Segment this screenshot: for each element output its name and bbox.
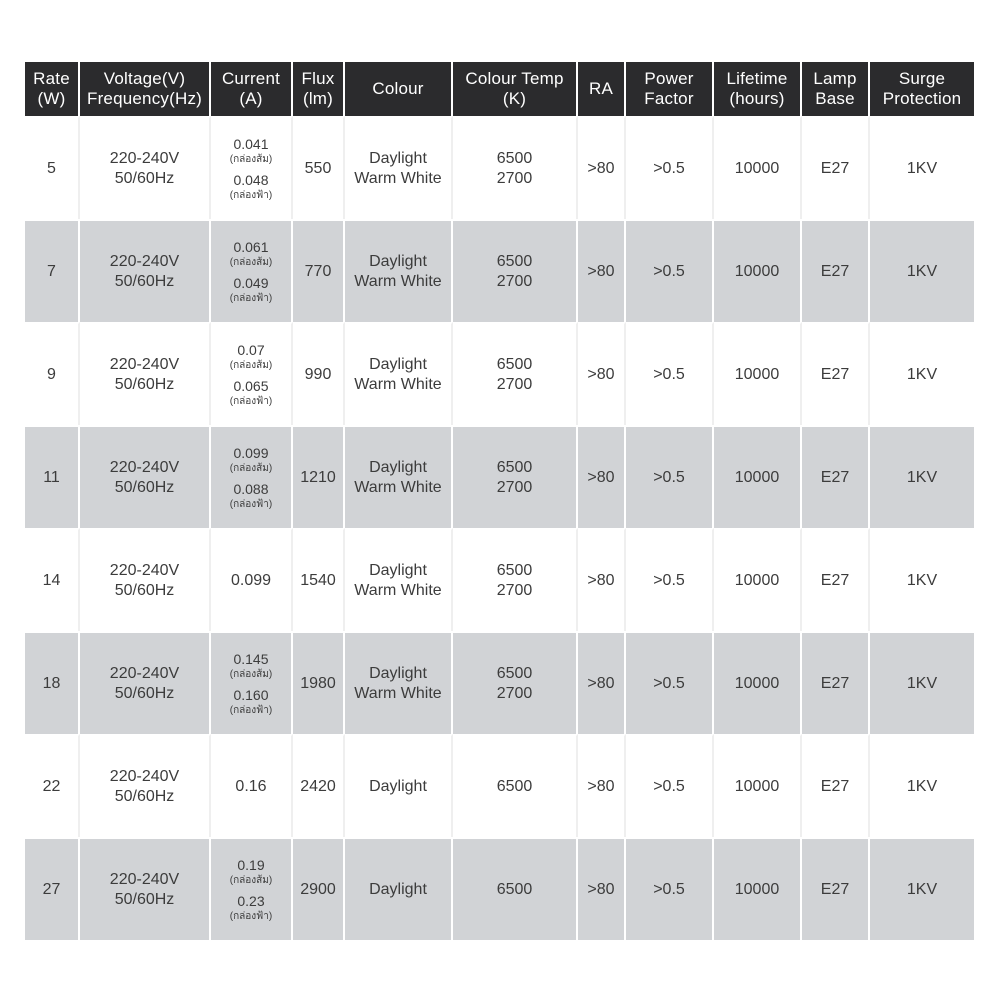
rate-value: 11 — [43, 468, 60, 486]
cell-current — [211, 734, 293, 837]
cell-ra — [578, 528, 626, 631]
surge-value: 1KV — [906, 571, 938, 589]
current-note: (กล่องส้ม) — [229, 462, 273, 474]
voltage-line: 220-240V — [109, 767, 180, 785]
current-value: 0.088 — [233, 480, 269, 497]
cell-surge — [870, 116, 974, 219]
ra-value: >80 — [587, 262, 615, 280]
current-value: 0.041 — [233, 135, 269, 152]
cell-ra — [578, 425, 626, 528]
cell-ra — [578, 219, 626, 322]
cell-colour — [345, 322, 453, 425]
surge-value: 1KV — [906, 674, 938, 692]
current-note: (กล่องฟ้า) — [229, 704, 273, 716]
cell-lifetime — [714, 528, 802, 631]
header-label: Lamp — [813, 69, 857, 88]
temp-line: 6500 — [496, 252, 533, 270]
cell-voltage — [80, 837, 211, 940]
cell-rate — [25, 837, 80, 940]
cell-current — [211, 837, 293, 940]
voltage-line: 220-240V — [109, 870, 180, 888]
temp-line: 6500 — [496, 664, 533, 682]
cell-lamp-base — [802, 528, 870, 631]
power-factor-value: >0.5 — [653, 159, 685, 177]
lamp-base-value: E27 — [820, 468, 850, 486]
current-value: 0.19 — [237, 856, 265, 873]
header-label: Surge — [898, 69, 946, 88]
header-label: Colour — [372, 79, 424, 98]
lamp-base-value: E27 — [820, 674, 850, 692]
cell-colour — [345, 116, 453, 219]
header-power-factor — [626, 62, 714, 116]
colour-line: Daylight — [369, 561, 427, 579]
flux-value: 1540 — [300, 571, 336, 589]
cell-ra — [578, 734, 626, 837]
cell-voltage — [80, 631, 211, 734]
lifetime-value: 10000 — [734, 159, 780, 177]
temp-line: 2700 — [496, 684, 533, 702]
flux-value: 1980 — [300, 674, 336, 692]
cell-colour-temp — [453, 425, 578, 528]
current-value: 0.145 — [233, 650, 269, 667]
colour-line: Warm White — [354, 478, 442, 496]
ra-value: >80 — [587, 468, 615, 486]
flux-value: 2420 — [300, 777, 336, 795]
rate-value: 27 — [42, 880, 61, 898]
cell-flux — [293, 322, 345, 425]
cell-colour — [345, 528, 453, 631]
voltage-line: 50/60Hz — [114, 684, 175, 702]
header-label: (A) — [239, 89, 263, 108]
table-row — [25, 631, 974, 734]
table-row — [25, 837, 974, 940]
cell-rate — [25, 528, 80, 631]
voltage-line: 50/60Hz — [114, 787, 175, 805]
current-note: (กล่องฟ้า) — [229, 910, 273, 922]
table-row — [25, 219, 974, 322]
header-voltage-frequency — [80, 62, 211, 116]
flux-value: 550 — [304, 159, 332, 177]
current-note: (กล่องส้ม) — [229, 153, 273, 165]
power-factor-value: >0.5 — [653, 674, 685, 692]
lamp-base-value: E27 — [820, 365, 850, 383]
voltage-line: 220-240V — [109, 664, 180, 682]
header-label: Factor — [644, 89, 694, 108]
cell-lamp-base — [802, 734, 870, 837]
header-label: Frequency(Hz) — [86, 89, 203, 108]
power-factor-value: >0.5 — [653, 468, 685, 486]
power-factor-value: >0.5 — [653, 365, 685, 383]
cell-ra — [578, 116, 626, 219]
cell-current — [211, 528, 293, 631]
current-value: 0.061 — [233, 238, 269, 255]
cell-colour-temp — [453, 631, 578, 734]
header-current — [211, 62, 293, 116]
cell-flux — [293, 528, 345, 631]
lamp-base-value: E27 — [820, 777, 850, 795]
cell-current — [211, 322, 293, 425]
rate-value: 5 — [47, 159, 56, 177]
colour-line: Daylight — [369, 880, 427, 898]
spec-table-container — [25, 62, 974, 940]
cell-lifetime — [714, 116, 802, 219]
voltage-line: 220-240V — [109, 458, 180, 476]
cell-ra — [578, 631, 626, 734]
table-row — [25, 322, 974, 425]
lifetime-value: 10000 — [734, 365, 780, 383]
header-label: (hours) — [729, 89, 785, 108]
cell-flux — [293, 734, 345, 837]
header-label: Power — [644, 69, 694, 88]
cell-flux — [293, 116, 345, 219]
cell-lamp-base — [802, 322, 870, 425]
voltage-line: 50/60Hz — [114, 169, 175, 187]
current-note: (กล่องส้ม) — [229, 668, 273, 680]
table-row — [25, 528, 974, 631]
cell-lifetime — [714, 631, 802, 734]
ra-value: >80 — [587, 365, 615, 383]
header-label: Protection — [882, 89, 962, 108]
cell-power-factor — [626, 219, 714, 322]
current-note: (กล่องฟ้า) — [229, 395, 273, 407]
ra-value: >80 — [587, 159, 615, 177]
voltage-line: 50/60Hz — [114, 581, 175, 599]
colour-line: Daylight — [369, 252, 427, 270]
cell-voltage — [80, 734, 211, 837]
header-label: Rate — [33, 69, 70, 88]
cell-voltage — [80, 425, 211, 528]
flux-value: 990 — [304, 365, 332, 383]
cell-rate — [25, 631, 80, 734]
temp-line: 2700 — [496, 581, 533, 599]
cell-rate — [25, 322, 80, 425]
surge-value: 1KV — [906, 159, 938, 177]
cell-colour — [345, 425, 453, 528]
cell-power-factor — [626, 528, 714, 631]
cell-surge — [870, 631, 974, 734]
cell-colour-temp — [453, 734, 578, 837]
cell-flux — [293, 631, 345, 734]
header-colour-temp — [453, 62, 578, 116]
table-row — [25, 425, 974, 528]
cell-voltage — [80, 219, 211, 322]
current-note: (กล่องฟ้า) — [229, 189, 273, 201]
cell-current — [211, 631, 293, 734]
cell-flux — [293, 837, 345, 940]
cell-colour — [345, 837, 453, 940]
surge-value: 1KV — [906, 468, 938, 486]
temp-line: 2700 — [496, 375, 533, 393]
ra-value: >80 — [587, 880, 615, 898]
cell-surge — [870, 734, 974, 837]
cell-lamp-base — [802, 219, 870, 322]
cell-colour-temp — [453, 528, 578, 631]
cell-colour-temp — [453, 219, 578, 322]
cell-voltage — [80, 528, 211, 631]
lifetime-value: 10000 — [734, 674, 780, 692]
cell-rate — [25, 219, 80, 322]
flux-value: 1210 — [300, 468, 336, 486]
lamp-base-value: E27 — [820, 571, 850, 589]
cell-lifetime — [714, 734, 802, 837]
flux-value: 770 — [304, 262, 332, 280]
table-row — [25, 116, 974, 219]
lamp-spec-table — [25, 62, 974, 940]
cell-power-factor — [626, 116, 714, 219]
temp-line: 6500 — [496, 458, 533, 476]
lifetime-value: 10000 — [734, 571, 780, 589]
voltage-line: 50/60Hz — [114, 478, 175, 496]
cell-rate — [25, 734, 80, 837]
cell-current — [211, 425, 293, 528]
rate-value: 22 — [42, 777, 61, 795]
header-ra — [578, 62, 626, 116]
rate-value: 7 — [47, 262, 56, 280]
temp-line: 2700 — [496, 272, 533, 290]
current-note: (กล่องฟ้า) — [229, 292, 273, 304]
cell-lamp-base — [802, 837, 870, 940]
cell-surge — [870, 322, 974, 425]
current-value: 0.099 — [230, 571, 272, 589]
cell-surge — [870, 425, 974, 528]
power-factor-value: >0.5 — [653, 571, 685, 589]
power-factor-value: >0.5 — [653, 777, 685, 795]
voltage-line: 220-240V — [109, 561, 180, 579]
colour-line: Daylight — [369, 664, 427, 682]
lamp-base-value: E27 — [820, 880, 850, 898]
voltage-line: 50/60Hz — [114, 272, 175, 290]
current-value: 0.048 — [233, 171, 269, 188]
cell-current — [211, 116, 293, 219]
colour-line: Daylight — [369, 458, 427, 476]
cell-lamp-base — [802, 631, 870, 734]
header-label: Voltage(V) — [103, 69, 186, 88]
header-label: (K) — [502, 89, 527, 108]
cell-lifetime — [714, 837, 802, 940]
surge-value: 1KV — [906, 880, 938, 898]
cell-power-factor — [626, 631, 714, 734]
cell-lamp-base — [802, 425, 870, 528]
cell-power-factor — [626, 734, 714, 837]
cell-ra — [578, 322, 626, 425]
voltage-line: 220-240V — [109, 355, 180, 373]
ra-value: >80 — [587, 777, 615, 795]
colour-line: Warm White — [354, 581, 442, 599]
lamp-base-value: E27 — [820, 159, 850, 177]
header-flux — [293, 62, 345, 116]
header-lifetime — [714, 62, 802, 116]
header-label: Base — [815, 89, 855, 108]
header-label: (W) — [37, 89, 66, 108]
current-value: 0.065 — [233, 377, 269, 394]
header-label: RA — [588, 79, 614, 98]
lamp-base-value: E27 — [820, 262, 850, 280]
header-rate — [25, 62, 80, 116]
power-factor-value: >0.5 — [653, 262, 685, 280]
temp-line: 6500 — [496, 777, 533, 795]
current-value: 0.07 — [237, 341, 265, 358]
cell-lifetime — [714, 322, 802, 425]
current-value: 0.099 — [233, 444, 269, 461]
flux-value: 2900 — [300, 880, 336, 898]
cell-ra — [578, 837, 626, 940]
rate-value: 14 — [42, 571, 61, 589]
rate-value: 9 — [47, 365, 56, 383]
lifetime-value: 10000 — [734, 880, 780, 898]
table-row — [25, 734, 974, 837]
voltage-line: 50/60Hz — [114, 890, 175, 908]
cell-power-factor — [626, 425, 714, 528]
current-note: (กล่องฟ้า) — [229, 498, 273, 510]
header-lamp-base — [802, 62, 870, 116]
lifetime-value: 10000 — [734, 262, 780, 280]
voltage-line: 220-240V — [109, 252, 180, 270]
temp-line: 2700 — [496, 478, 533, 496]
rate-value: 18 — [42, 674, 61, 692]
voltage-line: 220-240V — [109, 149, 180, 167]
temp-line: 6500 — [496, 355, 533, 373]
current-note: (กล่องส้ม) — [229, 256, 273, 268]
table-header-row — [25, 62, 974, 116]
header-surge-protection — [870, 62, 974, 116]
cell-flux — [293, 219, 345, 322]
cell-lifetime — [714, 425, 802, 528]
header-label: Colour Temp — [465, 69, 564, 88]
header-label: Current — [221, 69, 281, 88]
ra-value: >80 — [587, 571, 615, 589]
temp-line: 6500 — [496, 880, 533, 898]
cell-rate — [25, 116, 80, 219]
header-label: (lm) — [302, 89, 334, 108]
cell-surge — [870, 837, 974, 940]
header-colour — [345, 62, 453, 116]
cell-power-factor — [626, 837, 714, 940]
colour-line: Warm White — [354, 375, 442, 393]
surge-value: 1KV — [906, 777, 938, 795]
header-label: Flux — [301, 69, 335, 88]
header-label: Lifetime — [726, 69, 788, 88]
cell-lamp-base — [802, 116, 870, 219]
current-value: 0.049 — [233, 274, 269, 291]
current-note: (กล่องส้ม) — [229, 359, 273, 371]
colour-line: Warm White — [354, 169, 442, 187]
current-value: 0.16 — [235, 777, 267, 795]
temp-line: 2700 — [496, 169, 533, 187]
temp-line: 6500 — [496, 149, 533, 167]
lifetime-value: 10000 — [734, 468, 780, 486]
surge-value: 1KV — [906, 262, 938, 280]
cell-lifetime — [714, 219, 802, 322]
cell-voltage — [80, 116, 211, 219]
voltage-line: 50/60Hz — [114, 375, 175, 393]
cell-current — [211, 219, 293, 322]
current-value: 0.23 — [237, 892, 265, 909]
cell-colour-temp — [453, 837, 578, 940]
cell-rate — [25, 425, 80, 528]
cell-colour — [345, 734, 453, 837]
cell-flux — [293, 425, 345, 528]
current-value: 0.160 — [233, 686, 269, 703]
power-factor-value: >0.5 — [653, 880, 685, 898]
table-body — [25, 116, 974, 940]
current-note: (กล่องส้ม) — [229, 874, 273, 886]
colour-line: Daylight — [369, 777, 427, 795]
cell-surge — [870, 219, 974, 322]
cell-colour-temp — [453, 322, 578, 425]
surge-value: 1KV — [906, 365, 938, 383]
cell-colour — [345, 631, 453, 734]
ra-value: >80 — [587, 674, 615, 692]
temp-line: 6500 — [496, 561, 533, 579]
cell-colour-temp — [453, 116, 578, 219]
colour-line: Daylight — [369, 149, 427, 167]
colour-line: Warm White — [354, 272, 442, 290]
lifetime-value: 10000 — [734, 777, 780, 795]
cell-power-factor — [626, 322, 714, 425]
colour-line: Daylight — [369, 355, 427, 373]
cell-surge — [870, 528, 974, 631]
cell-voltage — [80, 322, 211, 425]
colour-line: Warm White — [354, 684, 442, 702]
cell-colour — [345, 219, 453, 322]
